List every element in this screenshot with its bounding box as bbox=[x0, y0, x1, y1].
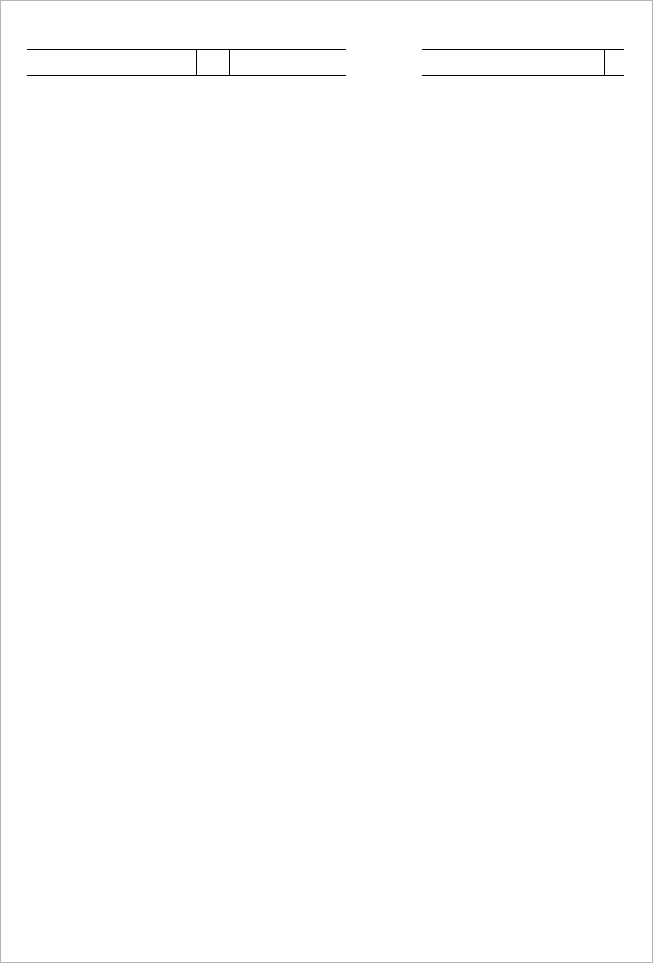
header-score bbox=[196, 50, 229, 75]
header-score bbox=[604, 50, 625, 75]
header-country bbox=[229, 50, 347, 75]
athletes-table-header bbox=[27, 49, 346, 76]
countries-table-header bbox=[422, 49, 624, 76]
header-country bbox=[422, 50, 604, 75]
